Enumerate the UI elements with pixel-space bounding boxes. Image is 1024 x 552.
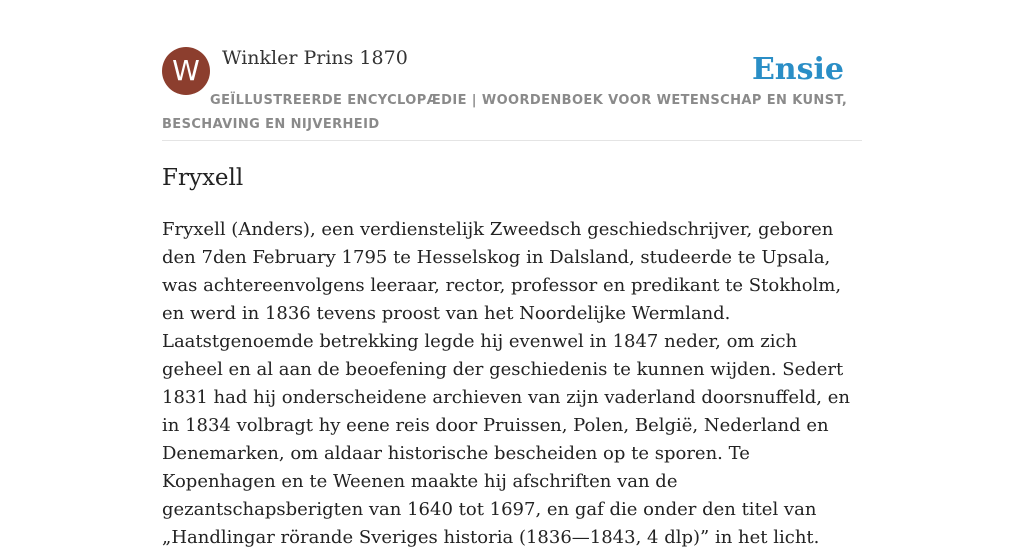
source-subtitle: GEÏLLUSTREERDE ENCYCLOPÆDIE | WOORDENBOEK VOOR WETENSCHAP EN KUNST, BESCHAVING EN NIJVERHEID: [162, 93, 848, 132]
brand-logo[interactable]: Ensie: [751, 52, 844, 87]
article-title: Fryxell: [162, 165, 244, 191]
source-header: [162, 46, 862, 141]
source-title[interactable]: Winkler Prins 1870: [222, 47, 408, 69]
article-body: Fryxell (Anders), een verdienstelijk Zweedsch geschiedschrijver, geboren den 7den February 1795 te Hesselskog in Dalsland, studeerde te Upsala, was achtereenvolgens leeraar, rector, professor en predikant te Stokholm, en werd in 1836 tevens proost van het Noordelijke Wermland. Laatstgenoemde betrekking legde hij evenwel in 1847 neder, om zich geheel en al aan de beoefening der geschiedenis te kunnen wijden. Sedert 1831 had hij onderscheidene archieven van zijn vaderland doorsnuffeld, en in 1834 volbragt hy eene reis door Pruissen, Polen, België, Nederland en Denemarken, om aldaar historische bescheiden op te sporen. Te Kopenhagen en te Weenen maakte hij afschriften van de gezantschapsberigten van 1640 tot 1697, en gaf die onder den titel van „Handlingar rörande Sveriges historia (1836—1843, 4 dlp)” in het licht.: [162, 219, 850, 548]
source-avatar[interactable]: W: [162, 47, 210, 95]
